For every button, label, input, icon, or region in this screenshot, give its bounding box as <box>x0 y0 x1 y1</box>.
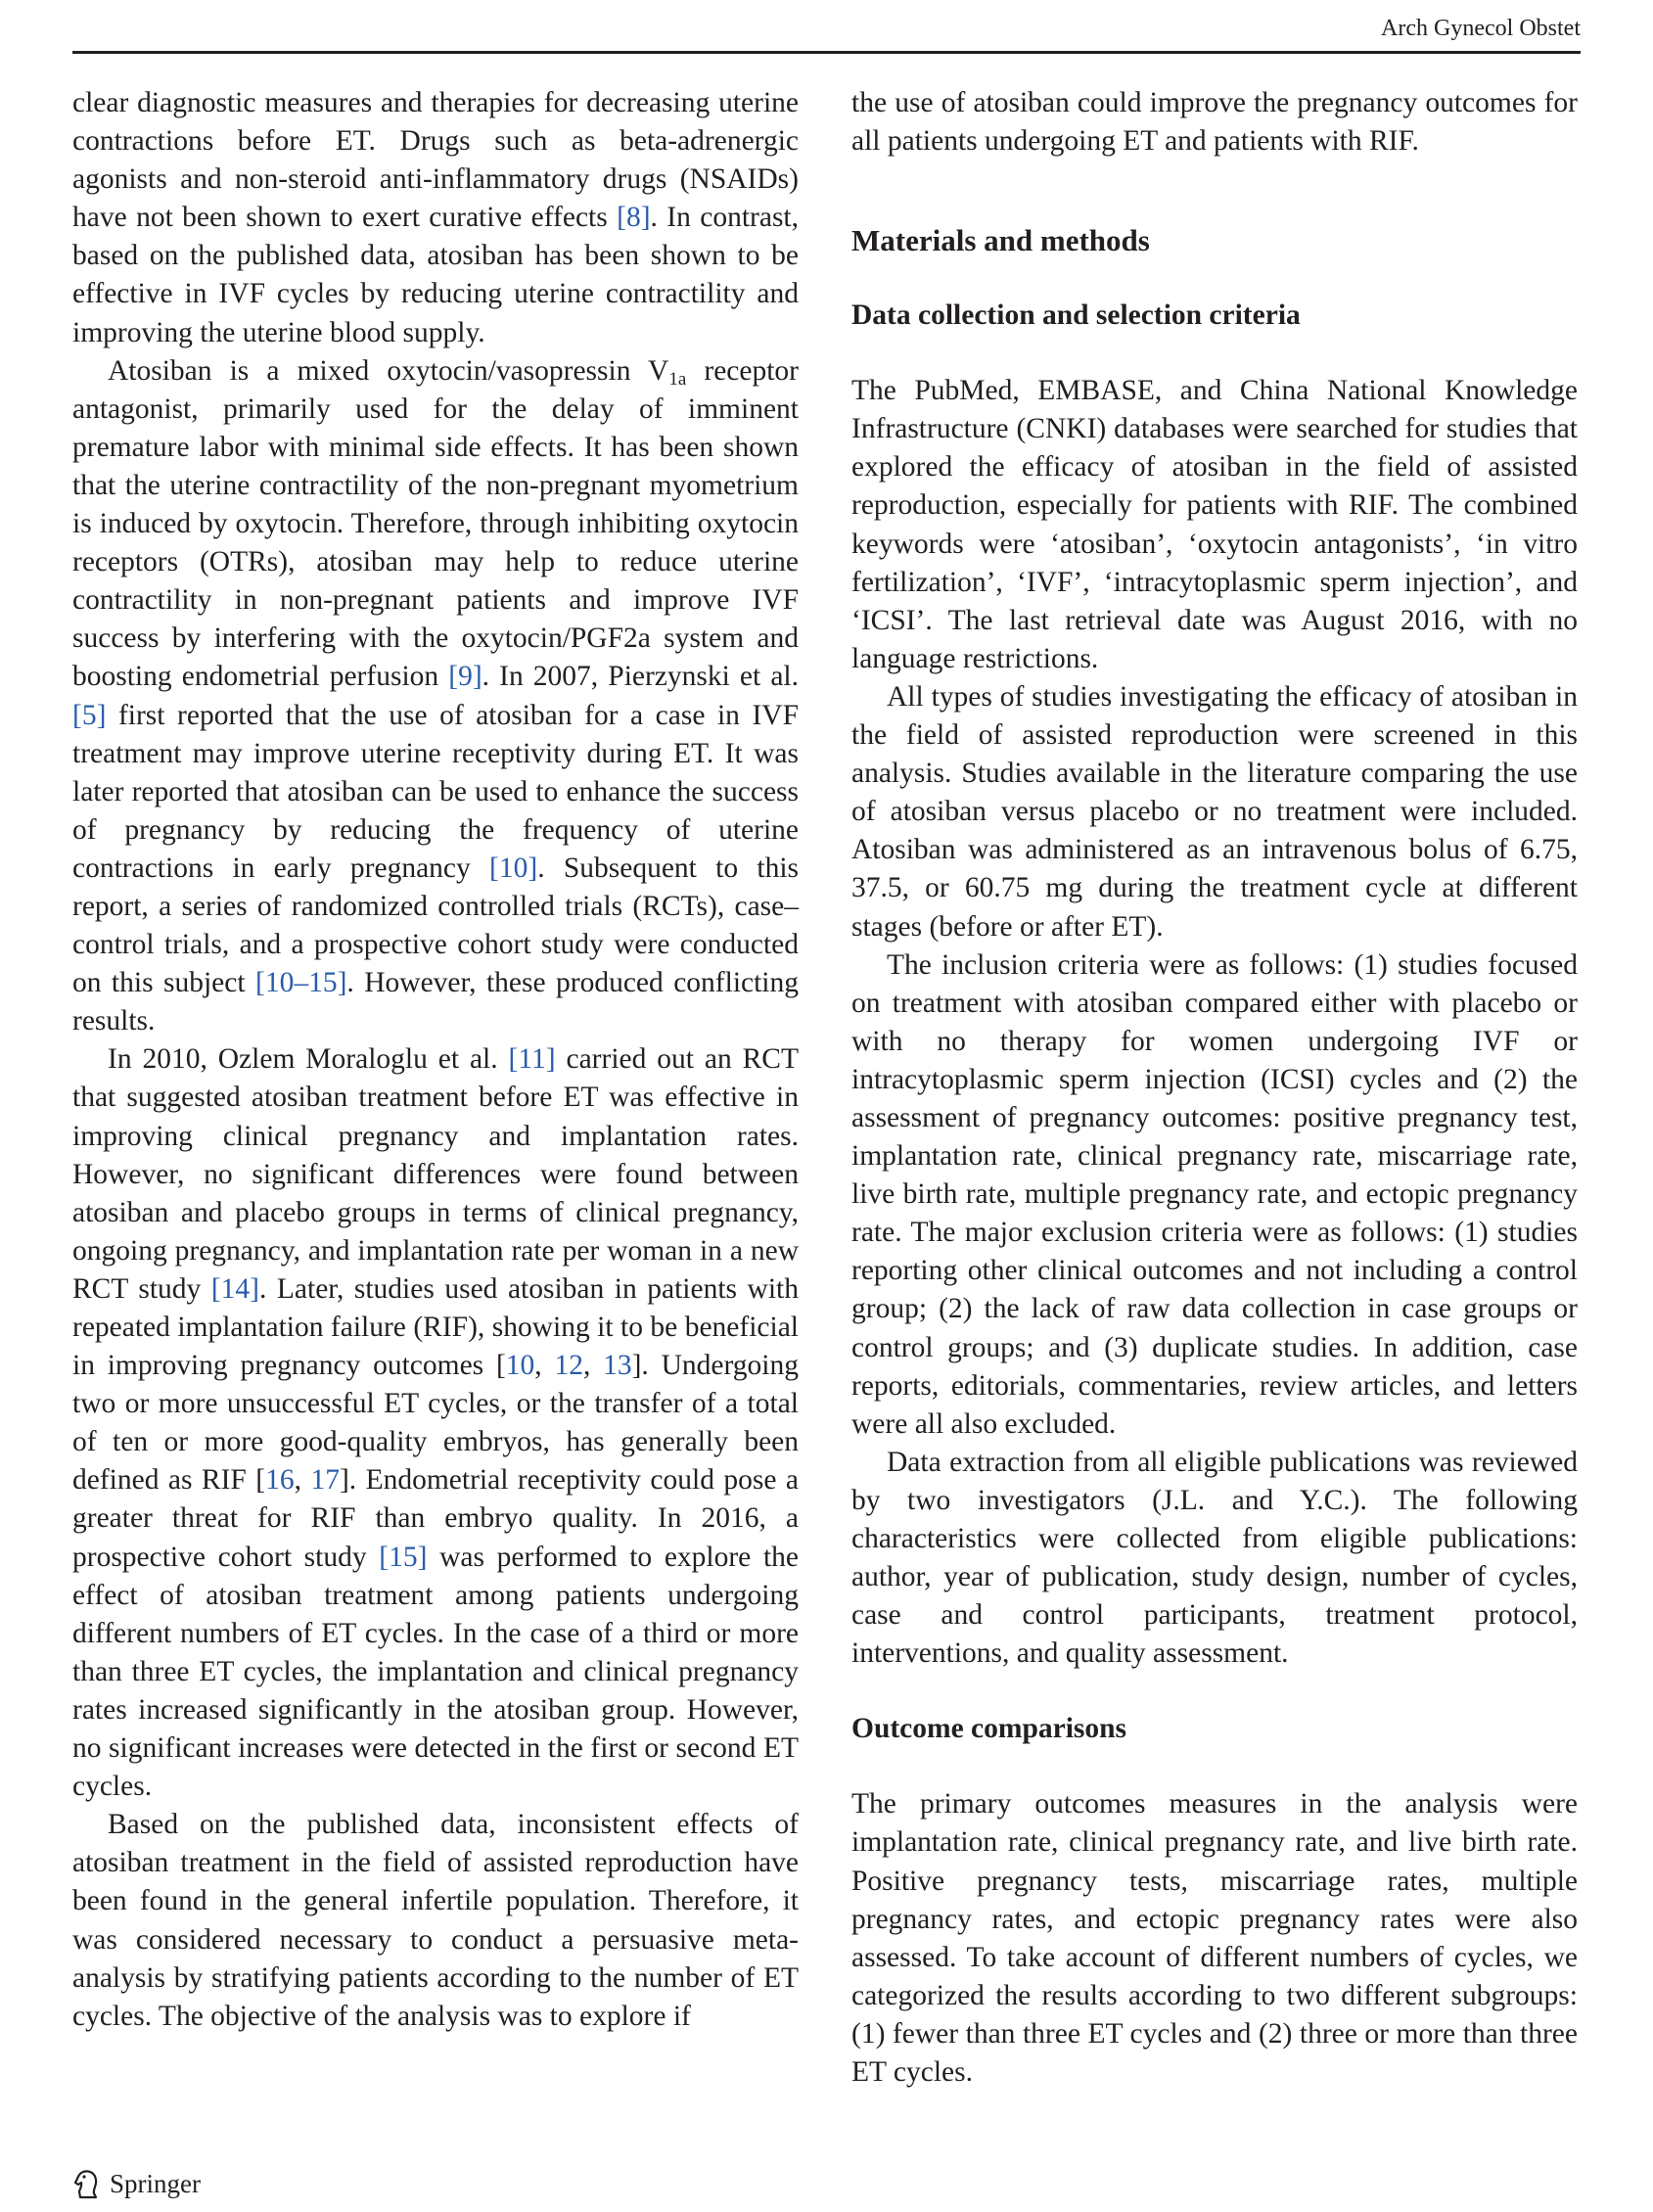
footer <box>72 2167 201 2200</box>
right-column <box>851 84 1578 2092</box>
subsection-heading-data-collection: Data collection and selection criteria <box>851 300 1301 332</box>
section-heading-methods: Materials and methods <box>851 223 1150 258</box>
citation-link[interactable]: 16 <box>265 1464 295 1497</box>
citation-link[interactable]: 12 <box>554 1350 583 1382</box>
intro-paragraph-5: the use of atosiban could improve the pregnancy outcomes for all patients undergoing ET and patients with RIF. <box>851 87 1578 158</box>
subsection-heading-outcome: Outcome comparisons <box>851 1713 1127 1745</box>
citation-link[interactable]: [9] <box>448 661 482 693</box>
citation-link[interactable]: [11] <box>508 1043 556 1076</box>
citation-link[interactable]: [15] <box>379 1541 428 1573</box>
citation-link[interactable]: 13 <box>603 1350 632 1382</box>
methods-paragraph-4: Data extraction from all eligible publications was reviewed by two investigators (J.L. and Y.C.). The following characteristics were collected from eligible publications: author, year of publication, study design, number of cycles, case and control participants, treatment protocol, interventions, and quality assessment. <box>851 1446 1578 1670</box>
left-column <box>72 84 799 2036</box>
methods-paragraph-2: All types of studies investigating the efficacy of atosiban in the field of assisted reproduction were screened in this analysis. Studies available in the literature comparing the use of atosiban versus placebo or no treatment were included. Atosiban was administered as an intravenous bolus of 6.75, 37.5, or 60.75 mg during the treatment cycle at different stages (before or after ET). <box>851 680 1578 943</box>
publisher-logo-text: Springer <box>110 2169 201 2198</box>
citation-link[interactable]: [14] <box>210 1272 259 1305</box>
methods-paragraph-3: The inclusion criteria were as follows: (1) studies focused on treatment with atosiban compared either with placebo or with no therapy for women undergoing IVF or intracytoplasmic sperm injection (ICSI) cycles and (2) the assessment of pregnancy outcomes: positive pregnancy test, implantation rate, clinical pregnancy rate, miscarriage rate, live birth rate, multiple pregnancy rate, and ectopic pregnancy rate. The major exclusion criteria were as follows: (1) studies reporting other clinical outcomes and not including a control group; (2) the lack of raw data collection in case groups or control groups; and (3) duplicate studies. In addition, case reports, editorials, commentaries, review articles, and letters were all also excluded. <box>851 948 1578 1440</box>
header-rule <box>72 51 1581 54</box>
citation-link[interactable]: [5] <box>72 699 107 731</box>
springer-knight-icon <box>72 2167 102 2200</box>
citation-link[interactable]: [10] <box>489 852 538 884</box>
intro-paragraph-3: In 2010, Ozlem Moraloglu et al. [11] carried out an RCT that suggested atosiban treatment before ET was effective in improving clinical pregnancy and implantation rates. However, no significant differences were found between atosiban and placebo groups in terms of clinical pregnancy, ongoing pregnancy, and implantation rate per woman in a new RCT study [14]. Later, studies used atosiban in patients with repeated implantation failure (RIF), showing it to be beneficial in improving pregnancy outcomes [10, 12, 13]. Undergoing two or more unsuccessful ET cycles, or the transfer of a total of ten or more good-quality embryos, has generally been defined as RIF [16, 17]. Endometrial receptivity could pose a greater threat for RIF than embryo quality. In 2016, a prospective cohort study [15] was performed to explore the effect of atosiban treatment among patients undergoing different numbers of ET cycles. In the case of a third or more than three ET cycles, the implantation and clinical pregnancy rates increased significantly in the atosiban group. However, no significant increases were detected in the first or second ET cycles. <box>72 1043 800 1803</box>
outcome-paragraph: The primary outcomes measures in the analysis were implantation rate, clinical pregnancy rate, and live birth rate. Positive pregnancy tests, miscarriage rates, multiple pregnancy rates, and ectopic pregnancy rates were also assessed. To take account of different numbers of cycles, we categorized the results according to two different subgroups: (1) fewer than three ET cycles and (2) three or more than three ET cycles. <box>851 1788 1578 2089</box>
citation-link[interactable]: 10 <box>505 1350 535 1382</box>
intro-paragraph-2: Atosiban is a mixed oxytocin/vasopressin $V_{1a}$ receptor antagonist, primarily used for the delay of imminent premature labor with minimal side effects. It has been shown that the uterine contractility of the non-pregnant myometrium is induced by oxytocin. Therefore, through inhibiting oxytocin receptors (OTRs), atosiban may help to reduce uterine contractility in non-pregnant patients and improve IVF success by interfering with the oxytocin/PGF2a system and boosting endometrial perfusion [9]. In 2007, Pierzynski et al. [5] first reported that the use of atosiban for a case in IVF treatment may improve uterine receptivity during ET. It was later reported that atosiban can be used to enhance the success of pregnancy by reducing the frequency of uterine contractions in early pregnancy [10]. Subsequent to this report, a series of randomized controlled trials (RCTs), case–control trials, and a prospective cohort study were conducted on this subject [10–15]. However, these produced conflicting results. <box>72 354 800 1037</box>
methods-paragraph-1: The PubMed, EMBASE, and China National Knowledge Infrastructure (CNKI) databases were searched for studies that explored the efficacy of atosiban in the field of assisted reproduction, especially for patients with RIF. The combined keywords were ‘atosiban’, ‘oxytocin antagonists’, ‘in vitro fertilization’, ‘IVF’, ‘intracytoplasmic sperm injection’, and ‘ICSI’. The last retrieval date was August 2016, with no language restrictions. <box>851 375 1578 674</box>
citation-link[interactable]: [10–15] <box>255 967 347 999</box>
citation-link[interactable]: 17 <box>310 1464 340 1497</box>
intro-paragraph-4: Based on the published data, inconsistent effects of atosiban treatment in the field of assisted reproduction have been found in the general infertile population. Therefore, it was considered necessary to conduct a persuasive meta-analysis by stratifying patients according to the number of ET cycles. The objective of the analysis was to explore if <box>72 1809 799 2032</box>
journal-header: Arch Gynecol Obstet <box>1381 16 1581 41</box>
intro-paragraph-1: clear diagnostic measures and therapies for decreasing uterine contractions before ET. Drugs such as beta-adrenergic agonists and non-steroid anti-inflammatory drugs (NSAIDs) have not been shown to exert curative effects [8]. In contrast, based on the published data, atosiban has been shown to be effective in IVF cycles by reducing uterine contractility and improving the uterine blood supply. <box>72 87 799 348</box>
citation-link[interactable]: [8] <box>617 202 651 234</box>
